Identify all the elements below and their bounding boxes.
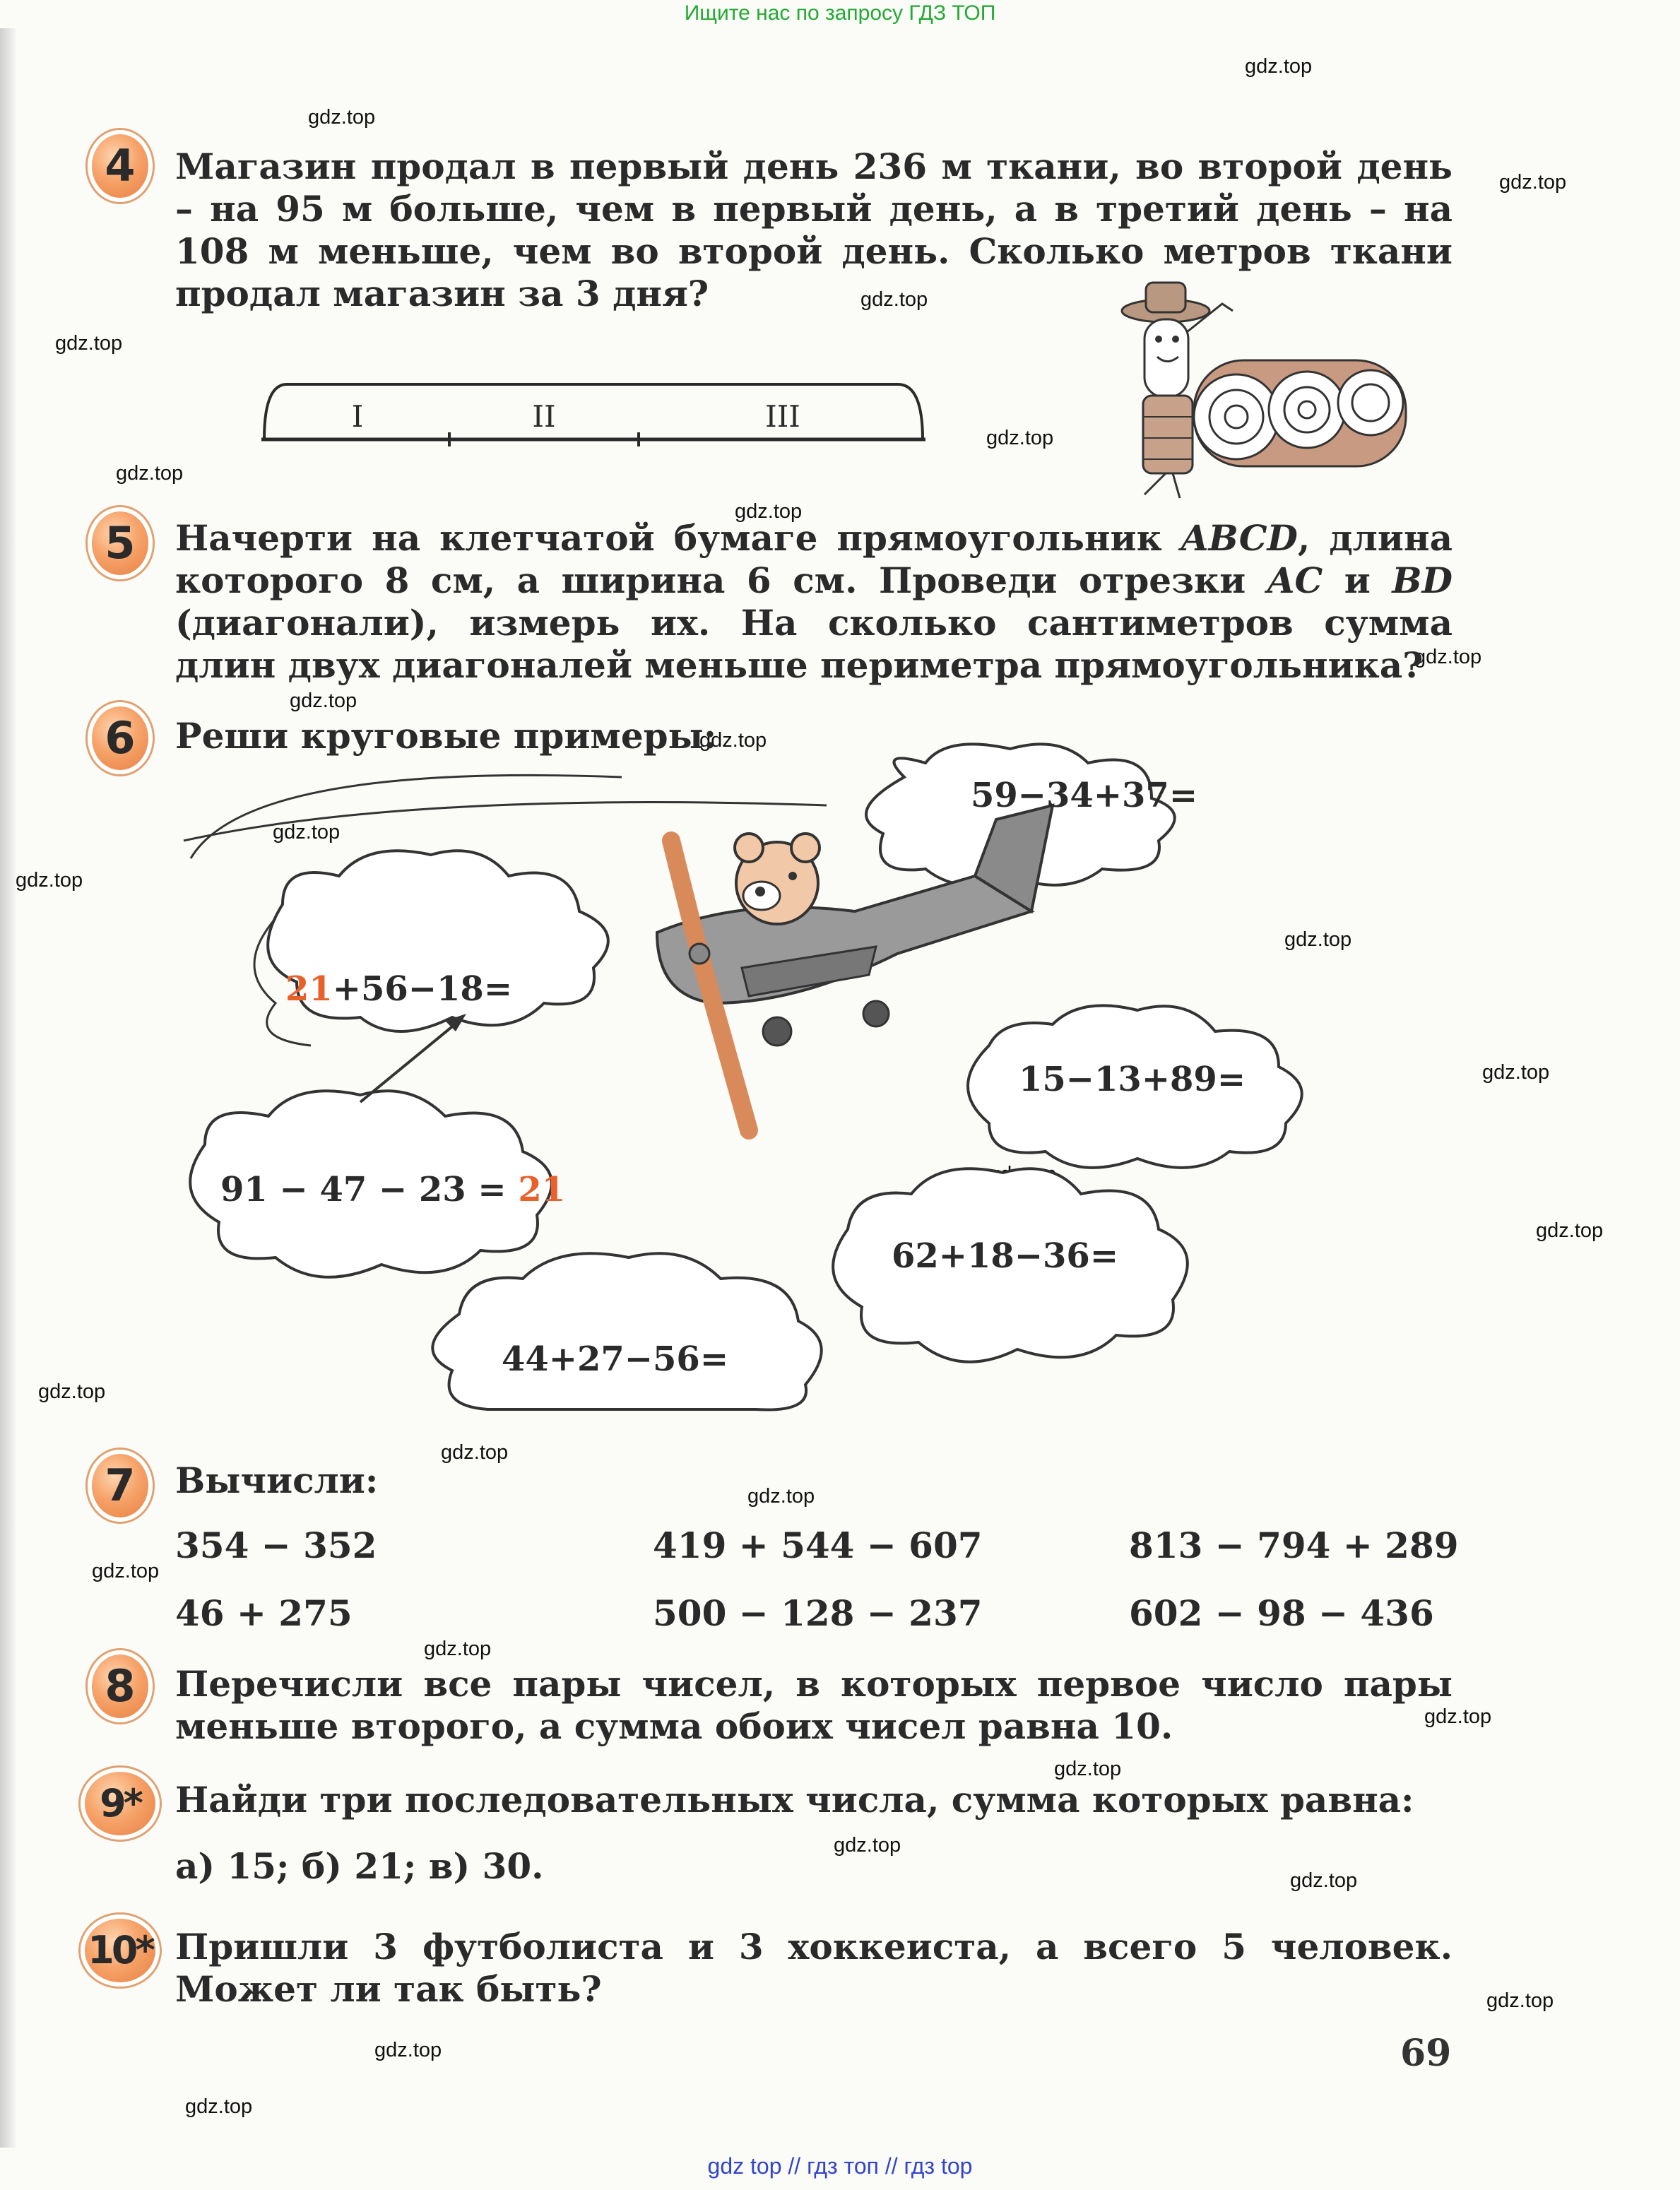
- watermark: gdz.top: [55, 332, 123, 355]
- segment-label-2: II: [532, 399, 556, 434]
- watermark: gdz.top: [374, 2039, 442, 2061]
- watermark: gdz.top: [834, 1834, 901, 1857]
- fabric-seller-illustration: [1088, 254, 1420, 509]
- watermark: gdz.top: [699, 729, 767, 752]
- example-2-1: 46 + 275: [175, 1592, 353, 1634]
- example-2-3: 602 − 98 − 436: [1129, 1592, 1434, 1634]
- problem-4-text: Магазин продал в первый день 236 м ткани, во второй день – на 95 м больше, чем в первый день, а в третий день – на 108 м меньше, чем во второй день. Сколько метров ткани продал магазин за 3 дня?: [175, 146, 1453, 314]
- cloud-1-expression: 59−34+37=: [971, 776, 1198, 815]
- watermark: gdz.top: [1290, 1869, 1358, 1892]
- problem-9-text: Найди три последовательных числа, сумма которых равна:: [175, 1779, 1414, 1821]
- watermark: gdz.top: [441, 1441, 509, 1464]
- watermark: gdz.top: [185, 2095, 253, 2118]
- watermark: gdz.top: [92, 1560, 160, 1582]
- watermark: gdz.top: [273, 821, 341, 844]
- cloud-5-expression: 62+18−36=: [892, 1236, 1119, 1276]
- segment-label-3: III: [765, 399, 800, 434]
- watermark: gdz.top: [860, 288, 928, 311]
- problem-10-badge: 10*: [81, 1914, 160, 1987]
- watermark: gdz.top: [1054, 1758, 1122, 1780]
- watermark: gdz.top: [1284, 928, 1352, 951]
- problem-6-badge: 6: [88, 702, 153, 774]
- bottom-banner: gdz top // гдз топ // гдз top: [707, 2153, 973, 2179]
- example-1-1: 354 − 352: [175, 1525, 377, 1566]
- problem-5-text: Начерти на клетчатой бумаге прямоугольник ABCD, длина которого 8 см, а ширина 6 см. Проведи отрезки AC и BD (диагонали), измерь их. На сколько сантиметров сумма длин двух диагоналей меньше периметра прямоугольника?: [175, 517, 1453, 686]
- watermark: gdz.top: [1499, 171, 1567, 194]
- problem-9-options: а) 15; б) 21; в) 30.: [175, 1845, 544, 1887]
- watermark: gdz.top: [116, 462, 184, 485]
- watermark: gdz.top: [986, 427, 1054, 449]
- watermark: gdz.top: [1424, 1705, 1492, 1728]
- watermark: gdz.top: [1414, 646, 1482, 668]
- watermark: gdz.top: [308, 106, 376, 129]
- watermark: gdz.top: [747, 1485, 815, 1508]
- watermark: gdz.top: [290, 689, 357, 712]
- cloud-3-expression: 15−13+89=: [1019, 1060, 1246, 1099]
- problem-10-text: Пришли 3 футболиста и 3 хоккеиста, а всего 5 человек. Может ли так быть?: [175, 1926, 1453, 2010]
- problem-8-badge: 8: [88, 1650, 153, 1722]
- problem-8-text: Перечисли все пары чисел, в которых первое число пары меньше второго, а сумма обоих чисел равна 10.: [175, 1663, 1453, 1747]
- problem-4-badge: 4: [88, 130, 153, 202]
- watermark: gdz.top: [16, 869, 83, 892]
- example-1-2: 419 + 544 − 607: [653, 1525, 983, 1566]
- watermark: gdz.top: [38, 1380, 106, 1403]
- watermark: gdz.top: [1245, 55, 1313, 78]
- top-banner: Ищите нас по запросу ГДЗ ТОП: [684, 1, 996, 25]
- cloud-2-expression: 21+56−18=: [285, 969, 513, 1009]
- watermark: gdz.top: [1536, 1219, 1604, 1242]
- watermark: gdz.top: [1486, 1989, 1554, 2012]
- cloud-4-expression: 91 − 47 − 23 = 21: [220, 1170, 566, 1209]
- problem-5-badge: 5: [88, 507, 153, 579]
- cloud-6-expression: 44+27−56=: [502, 1339, 729, 1379]
- page-number: 69: [1400, 2032, 1452, 2075]
- example-2-2: 500 − 128 − 237: [653, 1592, 983, 1634]
- segment-diagram: [259, 376, 930, 446]
- watermark: gdz.top: [735, 500, 803, 523]
- problem-9-badge: 9*: [81, 1768, 160, 1840]
- problem-7-badge: 7: [88, 1450, 153, 1522]
- problem-7-text: Вычисли:: [175, 1460, 379, 1501]
- segment-label-1: I: [351, 399, 364, 434]
- watermark: gdz.top: [1482, 1061, 1550, 1084]
- cloud-6: [432, 1253, 821, 1409]
- watermark: gdz.top: [424, 1638, 492, 1660]
- page-edge-shadow: [0, 28, 16, 2148]
- problem-6-text: Реши круговые примеры:: [175, 715, 717, 757]
- result-number-highlight: 21: [518, 1170, 566, 1209]
- start-number-highlight: 21: [285, 969, 333, 1009]
- example-1-3: 813 − 794 + 289: [1129, 1525, 1459, 1566]
